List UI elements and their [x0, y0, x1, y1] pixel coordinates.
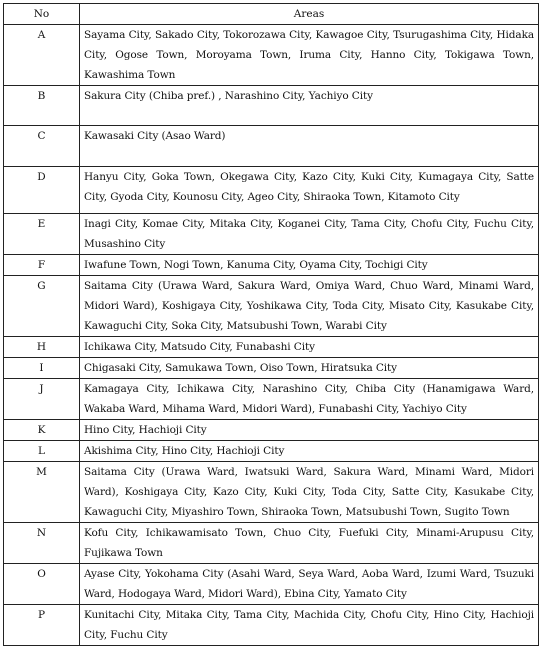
row-areas: Kunitachi City, Mitaka City, Tama City, Machida City, Chofu City, Hino City, Hachioji City, Fuchu City — [80, 605, 539, 646]
table-row — [4, 126, 539, 167]
row-no: K — [4, 420, 80, 441]
table-row — [4, 420, 539, 441]
row-areas: Saitama City (Urawa Ward, Sakura Ward, Omiya Ward, Chuo Ward, Minami Ward, Midori Ward), Koshigaya City, Yoshikawa City, Toda City, Misato City, Kasukabe City, Kawaguchi City, Soka City, Matsubushi Town, Warabi City — [80, 276, 539, 337]
row-no: J — [4, 379, 80, 420]
row-areas: Sakura City (Chiba pref.) , Narashino City, Yachiyo City — [80, 86, 539, 126]
table-row — [4, 441, 539, 462]
table-row — [4, 337, 539, 358]
table-row — [4, 86, 539, 126]
header-no: No — [4, 4, 80, 25]
row-no: O — [4, 564, 80, 605]
table-row — [4, 25, 539, 86]
row-no: H — [4, 337, 80, 358]
row-areas: Chigasaki City, Samukawa Town, Oiso Town, Hiratsuka City — [80, 358, 539, 379]
row-no: F — [4, 255, 80, 276]
row-no: A — [4, 25, 80, 86]
row-areas: Hino City, Hachioji City — [80, 420, 539, 441]
row-areas: Iwafune Town, Nogi Town, Kanuma City, Oyama City, Tochigi City — [80, 255, 539, 276]
row-areas: Kamagaya City, Ichikawa City, Narashino City, Chiba City (Hanamigawa Ward, Wakaba Ward, Mihama Ward, Midori Ward), Funabashi City, Yachiyo City — [80, 379, 539, 420]
row-no: P — [4, 605, 80, 646]
table-row — [4, 358, 539, 379]
row-areas: Hanyu City, Goka Town, Okegawa City, Kazo City, Kuki City, Kumagaya City, Satte City, Gyoda City, Kounosu City, Ageo City, Shiraoka Town, Kitamoto City — [80, 167, 539, 214]
row-areas: Inagi City, Komae City, Mitaka City, Koganei City, Tama City, Chofu City, Fuchu City, Musashino City — [80, 214, 539, 255]
row-areas: Akishima City, Hino City, Hachioji City — [80, 441, 539, 462]
row-no: E — [4, 214, 80, 255]
header-areas: Areas — [80, 4, 539, 25]
header-row — [4, 4, 539, 25]
row-no: D — [4, 167, 80, 214]
table-header — [4, 4, 539, 25]
row-no: L — [4, 441, 80, 462]
table-row — [4, 462, 539, 523]
row-no: N — [4, 523, 80, 564]
row-areas: Kofu City, Ichikawamisato Town, Chuo City, Fuefuki City, Minami-Arupusu City, Fujikawa Town — [80, 523, 539, 564]
row-areas: Sayama City, Sakado City, Tokorozawa City, Kawagoe City, Tsurugashima City, Hidaka City, Ogose Town, Moroyama Town, Iruma City, Hanno City, Tokigawa Town, Kawashima Town — [80, 25, 539, 86]
table-row — [4, 276, 539, 337]
table-row — [4, 564, 539, 605]
row-no: G — [4, 276, 80, 337]
table-body — [4, 25, 539, 646]
table-row — [4, 379, 539, 420]
row-no: C — [4, 126, 80, 167]
row-areas: Saitama City (Urawa Ward, Iwatsuki Ward, Sakura Ward, Minami Ward, Midori Ward), Koshigaya City, Kazo City, Kuki City, Toda City, Satte City, Kasukabe City, Kawaguchi City, Miyashiro Town, Shiraoka Town, Matsubushi Town, Sugito Town — [80, 462, 539, 523]
row-areas: Ichikawa City, Matsudo City, Funabashi City — [80, 337, 539, 358]
row-areas: Ayase City, Yokohama City (Asahi Ward, Seya Ward, Aoba Ward, Izumi Ward, Tsuzuki Ward, Hodogaya Ward, Midori Ward), Ebina City, Yamato City — [80, 564, 539, 605]
row-areas: Kawasaki City (Asao Ward) — [80, 126, 539, 167]
row-no: I — [4, 358, 80, 379]
table-row — [4, 214, 539, 255]
row-no: B — [4, 86, 80, 126]
table-row — [4, 255, 539, 276]
areas-table — [3, 3, 539, 646]
row-no: M — [4, 462, 80, 523]
table-row — [4, 167, 539, 214]
table-row — [4, 605, 539, 646]
table-row — [4, 523, 539, 564]
